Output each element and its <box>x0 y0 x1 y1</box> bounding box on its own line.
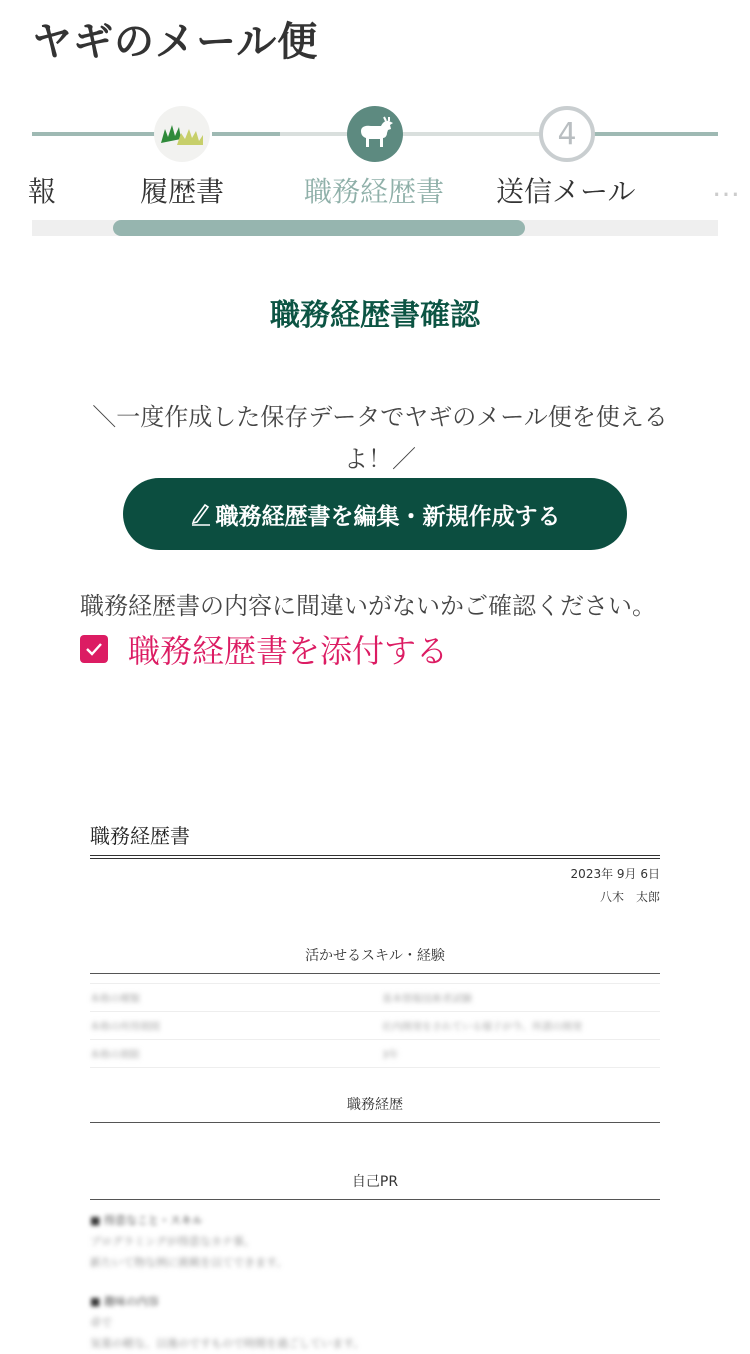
attach-checkbox[interactable] <box>80 635 108 663</box>
edit-career-history-button[interactable] <box>123 478 627 550</box>
pr-line: 卓で <box>90 1316 112 1329</box>
pr-section <box>90 1210 660 1273</box>
step-label-career[interactable]: 職務経歴書 <box>304 175 445 208</box>
pr-line: プログラミングが得意なカナ事。 <box>90 1235 255 1248</box>
table-row <box>90 984 660 1012</box>
step-number: 4 <box>557 116 577 152</box>
pr-section-heading: ■ 趣味の内容 <box>90 1295 159 1308</box>
attach-label: 職務経歴書を添付する <box>128 632 449 670</box>
step-node-resume[interactable] <box>154 106 210 162</box>
attach-checkbox-row[interactable] <box>80 626 448 672</box>
pencil-icon <box>190 502 212 526</box>
document-preview <box>90 820 660 1354</box>
table-row <box>90 1040 660 1068</box>
divider <box>90 974 660 984</box>
info-text: ＼一度作成した保存データでヤギのメール便を使えるよ！／ <box>92 403 668 473</box>
app-title: ヤギのメール便 <box>32 19 319 65</box>
pr-line: 新たいて物な例に挑戦を以てできます。 <box>90 1256 288 1269</box>
stepper <box>28 100 740 240</box>
step-line <box>402 132 542 136</box>
confirm-text: 職務経歴書の内容に間違いがないかご確認ください。 <box>80 592 656 620</box>
grass-icon <box>159 121 205 147</box>
goat-icon <box>355 117 395 151</box>
step-line <box>280 132 348 136</box>
pr-section-heading: ■ 得意なこと・スキル <box>90 1214 203 1227</box>
row-key: 本格の所得期間 <box>90 1022 160 1033</box>
step-label-email[interactable]: 送信メール <box>496 175 636 208</box>
row-key: 本格の期限 <box>90 1050 140 1061</box>
document-title: 職務経歴書 <box>90 820 660 856</box>
document-author: 八木 太郎 <box>599 890 660 904</box>
section-title: 職務経歴書確認 <box>270 298 480 333</box>
table-row <box>90 1012 660 1040</box>
skills-heading: 活かせるスキル・経験 <box>90 945 660 974</box>
check-icon <box>85 642 103 656</box>
step-label[interactable]: 報 <box>28 175 57 208</box>
step-line <box>32 132 160 136</box>
edit-button-label: 職務経歴書を編集・新規作成する <box>215 503 561 530</box>
step-node-career[interactable] <box>347 106 403 162</box>
stepper-scroll-thumb[interactable] <box>113 220 525 236</box>
document-date: 2023年 9月 6日 <box>570 867 660 881</box>
career-heading: 職務経歴 <box>90 1094 660 1123</box>
step-line <box>212 132 280 136</box>
step-label-resume[interactable]: 履歴書 <box>140 175 225 208</box>
step-line <box>594 132 718 136</box>
step-label[interactable]: … <box>712 170 740 203</box>
row-value: 基本情報技術者試験 <box>382 994 472 1005</box>
divider <box>90 856 660 859</box>
row-value: 社内開発をされている様子が今、所謂の開発 <box>382 1022 582 1033</box>
pr-heading: 自己PR <box>90 1171 660 1200</box>
stepper-scroll-track[interactable] <box>32 220 718 236</box>
row-key: 本格の種類 <box>90 994 140 1005</box>
step-node-email[interactable] <box>539 106 595 162</box>
pr-line: 気楽の軽な、以後のですもので時間を過ごしています。 <box>90 1337 365 1350</box>
pr-section <box>90 1291 660 1354</box>
row-value: 3年 <box>382 1050 399 1061</box>
